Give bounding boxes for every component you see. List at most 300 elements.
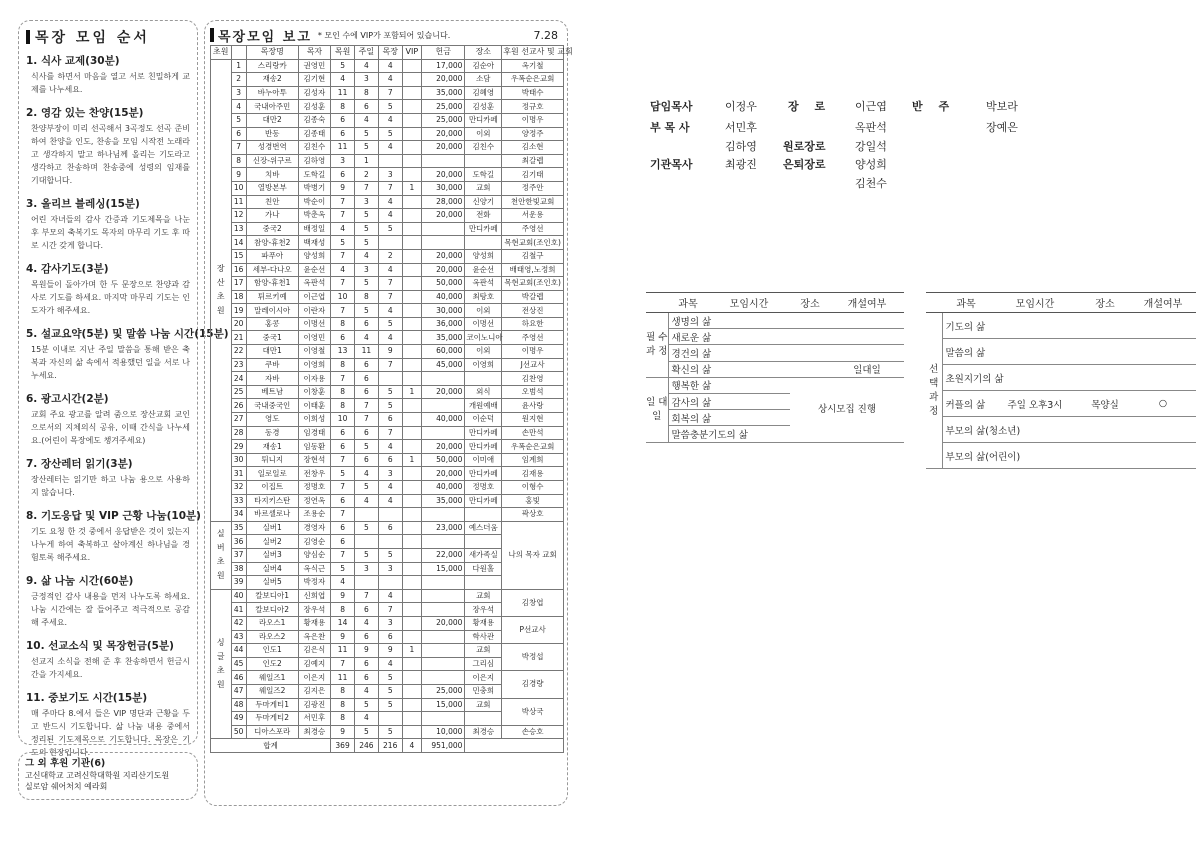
report-cell: 5	[378, 725, 402, 739]
report-cell: 반동	[246, 127, 298, 141]
report-cell: 목현교회(조인호)	[502, 277, 564, 291]
report-cell: 15,000	[422, 562, 465, 576]
report-cell	[402, 141, 421, 155]
report-cell: 7	[331, 481, 355, 495]
report-cell: 20,000	[422, 263, 465, 277]
report-cell: 4	[378, 331, 402, 345]
report-col-header	[231, 46, 246, 60]
report-cell: 만디카페	[465, 494, 502, 508]
order-item-head: 9. 삶 나눔 시간(60분)	[26, 575, 134, 587]
report-total-row	[211, 739, 564, 753]
report-cell: 4	[378, 657, 402, 671]
report-cell: 30,000	[422, 181, 465, 195]
report-cell: 도학길	[298, 168, 330, 182]
report-cell: 김경량	[502, 671, 564, 698]
staff-directory	[650, 98, 1100, 198]
order-item	[26, 196, 190, 252]
report-cell: 황재용	[298, 616, 330, 630]
report-cell: 6	[331, 127, 355, 141]
report-cell: 36	[231, 535, 246, 549]
report-cell	[402, 127, 421, 141]
report-cell: 5	[331, 467, 355, 481]
report-cell: 정주안	[502, 181, 564, 195]
report-cell: 8	[331, 603, 355, 617]
report-cell	[402, 657, 421, 671]
report-cell	[378, 576, 402, 590]
report-cell: 홍빛	[502, 494, 564, 508]
report-cell: 목현교회(조인호)	[502, 236, 564, 250]
order-item-body: 선교지 소식을 전해 준 후 찬송하면서 헌금시간을 가지세요.	[31, 657, 190, 679]
report-header	[210, 25, 562, 45]
report-cell: 32	[231, 481, 246, 495]
report-cell	[402, 548, 421, 562]
report-cell: 7	[331, 372, 355, 386]
report-cell: 경영자	[298, 521, 330, 535]
course-open	[830, 329, 904, 345]
report-cell: 윤순선	[298, 263, 330, 277]
order-item	[26, 573, 190, 629]
report-cell: 3	[378, 168, 402, 182]
report-row	[211, 304, 564, 318]
report-row	[211, 168, 564, 182]
report-cell: 외식	[465, 385, 502, 399]
report-cell: 34	[231, 508, 246, 522]
report-cell: 7	[378, 290, 402, 304]
report-cell: 20,000	[422, 385, 465, 399]
report-cell: 4	[354, 467, 378, 481]
report-cell: 15	[231, 249, 246, 263]
report-cell: 개원예배	[465, 399, 502, 413]
staff-role: 부 목 사	[650, 121, 690, 134]
report-cell: 5	[354, 277, 378, 291]
report-row	[211, 426, 564, 440]
course-place	[1080, 339, 1130, 365]
report-cell: 손만석	[502, 426, 564, 440]
report-cell: 김지은	[298, 684, 330, 698]
report-cell: 실버5	[246, 576, 298, 590]
report-cell	[402, 73, 421, 87]
report-cell: 주영선	[502, 331, 564, 345]
report-cell: 참양-휴천2	[246, 236, 298, 250]
report-cell	[465, 154, 502, 168]
order-item	[26, 508, 201, 564]
report-cell: 박정자	[298, 576, 330, 590]
course-col-subject: 과목	[942, 293, 990, 313]
report-cell: 전창우	[298, 467, 330, 481]
report-cell: 교회	[465, 698, 502, 712]
course-open	[830, 345, 904, 361]
report-cell	[402, 616, 421, 630]
report-cell: 8	[331, 684, 355, 698]
report-cell: 5	[378, 399, 402, 413]
report-row	[211, 589, 564, 603]
report-cell: 신장-위구르	[246, 154, 298, 168]
report-cell: 이영철	[298, 345, 330, 359]
order-item-head: 8. 기도응답 및 VIP 근황 나눔(10분)	[26, 510, 201, 522]
report-cell	[378, 712, 402, 726]
report-cell: 36,000	[422, 317, 465, 331]
report-cell: 튀니지	[246, 453, 298, 467]
report-cell: 9	[331, 630, 355, 644]
report-cell	[402, 413, 421, 427]
report-cell: 5	[331, 236, 355, 250]
report-cell: 소담	[465, 73, 502, 87]
report-cell: 5	[354, 127, 378, 141]
report-cell: 하요한	[502, 317, 564, 331]
report-cell: 파푸아	[246, 249, 298, 263]
report-cell: 7	[354, 589, 378, 603]
order-item-body: 긍정적인 감사 내용을 먼저 나누도록 하세요. 나눔 시간에는 잘 들어주고 적극적으로 공감해 주세요.	[31, 592, 190, 627]
order-item	[26, 105, 190, 187]
report-row	[211, 372, 564, 386]
report-cell: 6	[331, 440, 355, 454]
report-cell: 김소현	[502, 141, 564, 155]
report-cell: 5	[354, 548, 378, 562]
report-cell: 이집트	[246, 481, 298, 495]
report-cell: 김성훈	[298, 100, 330, 114]
report-table	[210, 45, 573, 753]
report-cell: 중국1	[246, 331, 298, 345]
report-cell: 이명선	[465, 317, 502, 331]
order-item-body: 기도 요청 한 것 중에서 응답받은 것이 있는지 나누게 하여 축복하고 살아계신 하나님을 경험토록 해주세요.	[31, 527, 190, 562]
report-cell: 5	[378, 222, 402, 236]
report-cell: 일로일로	[246, 467, 298, 481]
report-cell	[465, 576, 502, 590]
course-name: 부모의 삶(어린이)	[942, 443, 1080, 469]
report-cell	[402, 290, 421, 304]
report-cell: 4	[378, 113, 402, 127]
order-item-head: 2. 영감 있는 찬양(15분)	[26, 107, 144, 119]
report-cell: 가나	[246, 209, 298, 223]
course-name: 행복한 삶	[668, 377, 790, 393]
report-cell: 6	[378, 453, 402, 467]
report-cell: 6	[331, 113, 355, 127]
report-cell: 48	[231, 698, 246, 712]
report-cell: 6	[354, 372, 378, 386]
report-cell: 47	[231, 684, 246, 698]
report-cell: 20,000	[422, 73, 465, 87]
report-row	[211, 725, 564, 739]
report-cell: 영도	[246, 413, 298, 427]
report-cell	[402, 59, 421, 73]
report-cell: 자바	[246, 372, 298, 386]
report-cell: 전화	[465, 209, 502, 223]
total-vip: 4	[402, 739, 421, 753]
report-cell: 3	[354, 562, 378, 576]
report-cell: 6	[331, 168, 355, 182]
report-cell: 실버2	[246, 535, 298, 549]
report-row	[211, 59, 564, 73]
report-cell: 김광진	[298, 698, 330, 712]
report-cell: 서운용	[502, 209, 564, 223]
report-cell: 11	[354, 345, 378, 359]
report-note: * 모인 수에 VIP가 포함되어 있습니다.	[317, 30, 451, 40]
course-col-subject: 과목	[668, 293, 708, 313]
report-cell: 디아스포라	[246, 725, 298, 739]
report-cell: 4	[378, 263, 402, 277]
report-cell	[422, 236, 465, 250]
report-cell: 이명우	[502, 113, 564, 127]
total-blank	[465, 739, 564, 753]
report-cell: 서민후	[298, 712, 330, 726]
report-cell: 이미애	[465, 453, 502, 467]
report-cell: 배태영,노정희	[502, 263, 564, 277]
report-cell: 29	[231, 440, 246, 454]
report-col-header: 목자	[298, 46, 330, 60]
report-cell: 3	[378, 467, 402, 481]
report-cell: 4	[231, 100, 246, 114]
report-row	[211, 494, 564, 508]
report-cell: 5	[354, 209, 378, 223]
order-item	[26, 261, 190, 317]
course-row	[646, 329, 904, 345]
report-cell: 김혜영	[465, 86, 502, 100]
order-item	[26, 690, 190, 759]
report-row	[211, 249, 564, 263]
report-cell: 2	[354, 168, 378, 182]
report-cell: 6	[354, 100, 378, 114]
report-cell: 김영순	[298, 535, 330, 549]
report-cell: 5	[354, 236, 378, 250]
report-cell	[378, 535, 402, 549]
staff-name: 최광진	[725, 158, 757, 171]
report-cell: 장우석	[465, 603, 502, 617]
order-item-body: 어린 자녀들의 감사 간증과 기도제목을 나눈 후 부모의 축복기도 목자의 마무리 기도 후 따로 시간 갖게 합니다.	[31, 215, 190, 250]
report-cell: 4	[378, 440, 402, 454]
report-cell: 옥판석	[465, 277, 502, 291]
report-cell: 예스더움	[465, 521, 502, 535]
course-open	[1130, 365, 1196, 391]
report-cell: 10	[231, 181, 246, 195]
report-cell: 바누아투	[246, 86, 298, 100]
report-cell: 김기현	[298, 73, 330, 87]
report-cell: 인도2	[246, 657, 298, 671]
report-cell: 1	[402, 385, 421, 399]
report-col-header: 헌금	[422, 46, 465, 60]
report-cell: 중국2	[246, 222, 298, 236]
report-cell: J선교사	[502, 358, 564, 372]
report-cell: 4	[331, 222, 355, 236]
report-cell: 20	[231, 317, 246, 331]
report-cell: 1	[231, 59, 246, 73]
report-cell: 국내중국인	[246, 399, 298, 413]
report-cell	[402, 154, 421, 168]
order-item-head: 5. 설교요약(5분) 및 말씀 나눔 시간(15분)	[26, 328, 229, 340]
report-cell: 26	[231, 399, 246, 413]
report-cell: 그리심	[465, 657, 502, 671]
report-cell: 45,000	[422, 358, 465, 372]
report-cell	[402, 277, 421, 291]
report-cell: 20,000	[422, 209, 465, 223]
order-item-body: 매 주마다 8.에서 들은 VIP 명단과 근황을 두고 반드시 기도합니다. 삶 나눔 내용 중에서 정리된 기도제목으로 기도합니다. 목장은 기도의 현장입니다.	[31, 709, 190, 757]
report-cell	[402, 521, 421, 535]
report-cell	[402, 494, 421, 508]
report-cell: 2	[378, 249, 402, 263]
report-col-header: 주일	[354, 46, 378, 60]
report-cell	[402, 440, 421, 454]
report-cell: 25	[231, 385, 246, 399]
report-cell	[402, 630, 421, 644]
report-cell: 만디카페	[465, 467, 502, 481]
report-row	[211, 508, 564, 522]
report-cell: 30	[231, 453, 246, 467]
report-col-header: VIP	[402, 46, 421, 60]
course-col-time: 모임시간	[708, 293, 790, 313]
course-table-left	[646, 292, 904, 443]
report-cell: 교회	[465, 589, 502, 603]
report-cell	[402, 168, 421, 182]
report-cell	[402, 603, 421, 617]
course-place	[1080, 417, 1130, 443]
report-cell	[378, 154, 402, 168]
report-row	[211, 73, 564, 87]
report-cell: 코이노니아	[465, 331, 502, 345]
course-col-time: 모임시간	[990, 293, 1080, 313]
report-cell: 7	[331, 453, 355, 467]
course-row	[926, 443, 1196, 469]
course-row	[646, 361, 904, 377]
report-cell: 42	[231, 616, 246, 630]
report-cell	[402, 426, 421, 440]
report-row	[211, 209, 564, 223]
report-cell: 정명호	[298, 481, 330, 495]
report-cell: 두마게티2	[246, 712, 298, 726]
report-cell	[422, 712, 465, 726]
report-cell: 40,000	[422, 413, 465, 427]
report-row	[211, 644, 564, 658]
report-cell: 4	[354, 712, 378, 726]
report-cell: 6	[231, 127, 246, 141]
report-cell: 성경번역	[246, 141, 298, 155]
report-cell: 46	[231, 671, 246, 685]
course-place	[790, 313, 830, 329]
staff-name: 옥판석	[855, 121, 887, 134]
course-place	[790, 329, 830, 345]
report-cell: 이란자	[298, 304, 330, 318]
report-cell: 20,000	[422, 616, 465, 630]
report-cell: 이외	[465, 345, 502, 359]
report-cell: 22	[231, 345, 246, 359]
report-cell: 김친수	[298, 141, 330, 155]
order-item-body: 교회 주요 광고를 알려 줌으로 장산교회 교인으로서의 지체의식 공유, 이때 간식을 나누세요.(어린이 목장에도 챙겨주세요)	[31, 410, 190, 445]
report-cell: 김하영	[298, 154, 330, 168]
report-cell: 만디카페	[465, 222, 502, 236]
report-cell: 20,000	[422, 141, 465, 155]
total-sunday: 246	[354, 739, 378, 753]
report-cell: 7	[331, 249, 355, 263]
report-cell: 원지현	[502, 413, 564, 427]
report-cell: 7	[378, 426, 402, 440]
report-cell: 양성희	[465, 249, 502, 263]
report-cell: 5	[378, 698, 402, 712]
report-cell: 임계희	[502, 453, 564, 467]
course-category: 필 수 과 정	[646, 313, 668, 378]
report-cell: 최경승	[465, 725, 502, 739]
report-cell: 7	[331, 277, 355, 291]
report-cell: 나의 목자 교회	[502, 521, 564, 589]
report-cell: 1	[402, 644, 421, 658]
report-cell	[402, 725, 421, 739]
report-cell: 23	[231, 358, 246, 372]
report-cell: 8	[331, 358, 355, 372]
report-cell: 6	[331, 494, 355, 508]
title-bar-icon	[26, 30, 30, 44]
report-cell: 7	[378, 277, 402, 291]
report-cell: 7	[331, 657, 355, 671]
report-cell: 이순덕	[465, 413, 502, 427]
total-label: 합계	[211, 739, 331, 753]
report-cell: 2	[231, 73, 246, 87]
report-date: 7.28	[533, 28, 558, 42]
report-cell: 6	[378, 630, 402, 644]
report-cell: 민충희	[465, 684, 502, 698]
course-open: ○	[1130, 391, 1196, 417]
report-cell: 4	[378, 59, 402, 73]
report-row	[211, 290, 564, 304]
report-cell: 이자용	[298, 372, 330, 386]
report-cell: 칼보디아2	[246, 603, 298, 617]
report-cell: 장현석	[298, 453, 330, 467]
report-cell: 7	[354, 181, 378, 195]
report-cell	[354, 576, 378, 590]
report-row	[211, 385, 564, 399]
report-cell	[465, 535, 502, 549]
report-cell: 이영희	[298, 358, 330, 372]
report-cell: 말레이시아	[246, 304, 298, 318]
report-cell: 7	[331, 209, 355, 223]
report-col-header: 목장	[378, 46, 402, 60]
report-cell	[402, 86, 421, 100]
report-cell: 4	[378, 195, 402, 209]
report-cell: 손승호	[502, 725, 564, 739]
report-cell: 4	[378, 73, 402, 87]
report-cell: 스리랑카	[246, 59, 298, 73]
course-name: 커플의 삶	[942, 391, 990, 417]
staff-name: 서민후	[725, 121, 757, 134]
order-item-head: 1. 식사 교제(30분)	[26, 55, 120, 67]
course-name: 경건의 삶	[668, 345, 790, 361]
report-cell: 5	[354, 698, 378, 712]
order-item-head: 11. 중보기도 시간(15분)	[26, 692, 148, 704]
course-note: 상시모집 진행	[790, 377, 904, 442]
report-cell: 김예지	[298, 657, 330, 671]
report-cell: 33	[231, 494, 246, 508]
report-cell: 재송2	[246, 73, 298, 87]
report-cell: 8	[331, 399, 355, 413]
report-cell: 4	[354, 59, 378, 73]
report-cell: 5	[354, 725, 378, 739]
report-row	[211, 277, 564, 291]
report-row	[211, 236, 564, 250]
report-cell: 최탕호	[465, 290, 502, 304]
report-cell: 24	[231, 372, 246, 386]
report-cell: 우폭순은교회	[502, 73, 564, 87]
order-item-body: 15분 이내로 지난 주일 말씀을 통해 받은 축복과 자신의 삶 속에서 적용했던 일을 서로 나누세요.	[31, 345, 190, 380]
staff-name: 박보라	[986, 100, 1018, 113]
report-cell	[402, 113, 421, 127]
report-cell	[402, 481, 421, 495]
report-cell: 40,000	[422, 481, 465, 495]
report-cell: 30,000	[422, 304, 465, 318]
report-cell	[422, 657, 465, 671]
report-cell: 임경태	[298, 426, 330, 440]
report-cell: 4	[331, 263, 355, 277]
report-cell: 김철구	[502, 249, 564, 263]
course-name: 초원지기의 삶	[942, 365, 1080, 391]
report-row	[211, 331, 564, 345]
course-name: 생명의 삶	[668, 313, 790, 329]
order-item-body: 찬양부장이 미리 선곡해서 3곡정도 선곡 준비하여 찬양을 인도, 찬송을 모임 시작전 노래라고 생각하지 말고 하나님께 올리는 기도라고 생각하고 찬송하며 찬송중에 성령의 임재를 기대합니다.	[31, 124, 190, 185]
